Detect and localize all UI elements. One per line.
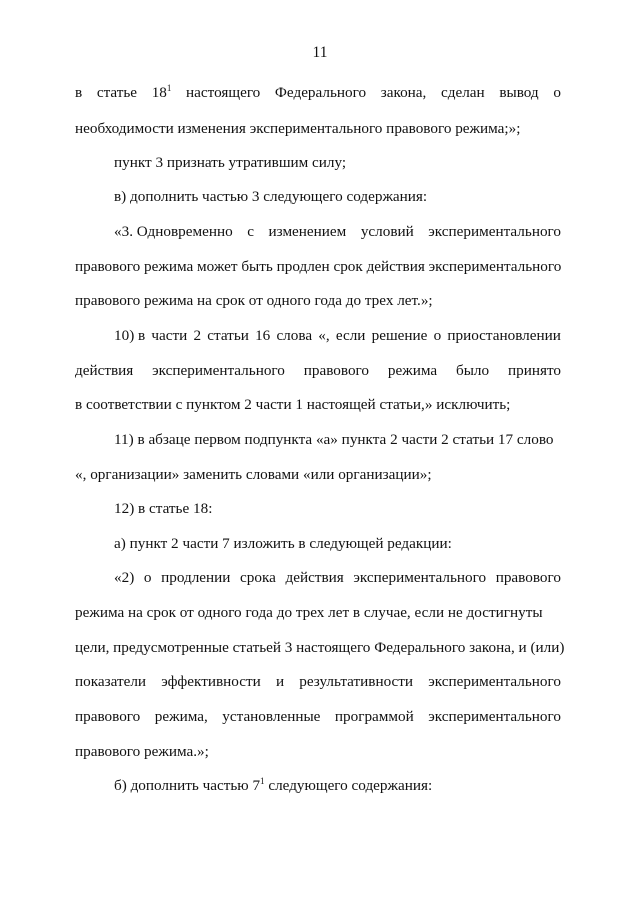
word: 2 xyxy=(193,327,202,344)
page-number: 11 xyxy=(312,44,328,61)
text-line: необходимости изменения экспериментального правового режима;»; xyxy=(75,120,521,137)
text-line xyxy=(75,672,561,692)
word: программой xyxy=(334,708,414,725)
word: о xyxy=(143,569,152,586)
word: «2) xyxy=(114,569,135,586)
word: срока xyxy=(240,569,276,586)
text-line xyxy=(114,776,561,796)
word: с xyxy=(247,223,254,240)
superscript: 1 xyxy=(260,776,265,786)
word: о xyxy=(553,84,561,101)
word: и xyxy=(275,673,285,690)
word: настоящего xyxy=(186,84,261,101)
word: правового xyxy=(303,362,369,379)
word: решение xyxy=(371,327,428,344)
text-line: режима на срок от одного года до трех лет в случае, если не достигнуты xyxy=(75,604,543,621)
superscript: 1 xyxy=(166,83,172,93)
text-line: 12) в статье 18: xyxy=(114,500,213,517)
word: показатели xyxy=(75,673,147,690)
word: вывод xyxy=(499,84,539,101)
word: принято xyxy=(507,362,561,379)
word: «, xyxy=(318,327,330,344)
text-line: в соответствии с пунктом 2 части 1 настоящей статьи,» исключить; xyxy=(75,396,511,413)
word: статье xyxy=(96,84,138,101)
word: экспериментального xyxy=(428,223,561,240)
word: слова xyxy=(276,327,313,344)
word: действия xyxy=(75,362,134,379)
word: если xyxy=(335,327,366,344)
word: условий xyxy=(360,223,414,240)
line-text: б) дополнить частью 7 xyxy=(114,777,261,794)
text-line xyxy=(75,83,561,103)
text-line: пункт 3 признать утратившим силу; xyxy=(114,154,347,171)
word: экспериментального xyxy=(152,362,285,379)
word: продлении xyxy=(161,569,231,586)
word: «3. Одновременно xyxy=(114,223,233,240)
text-line: в) дополнить частью 3 следующего содержания: xyxy=(114,188,428,205)
text-line: а) пункт 2 части 7 изложить в следующей редакции: xyxy=(114,535,452,552)
line-text: следующего содержания: xyxy=(264,777,433,794)
word: сделан xyxy=(441,84,485,101)
word: режима xyxy=(387,362,438,379)
word: части xyxy=(151,327,188,344)
text-line xyxy=(114,568,561,588)
text-line xyxy=(75,707,561,727)
text-line: правового режима на срок от одного года до трех лет.»; xyxy=(75,292,433,309)
text-line: «, организации» заменить словами «или организации»; xyxy=(75,466,432,483)
word: 10) в xyxy=(114,327,146,344)
text-line: правового режима может быть продлен срок действия экспериментального xyxy=(75,258,562,275)
word: Федерального xyxy=(274,84,367,101)
word: эффективности xyxy=(161,673,261,690)
word: установленные xyxy=(222,708,321,725)
text-line xyxy=(114,222,561,242)
word: экспериментального xyxy=(428,708,561,725)
word: действия xyxy=(285,569,344,586)
word: закона, xyxy=(380,84,427,101)
word: статьи xyxy=(207,327,249,344)
word: $18^1$ xyxy=(151,83,172,101)
word: правового xyxy=(495,569,561,586)
word: экспериментального xyxy=(428,673,561,690)
word: правового xyxy=(75,708,141,725)
word: результативности xyxy=(299,673,414,690)
word: о xyxy=(433,327,442,344)
text-line xyxy=(114,326,561,346)
text-line: цели, предусмотренные статьей 3 настоящего Федерального закона, и (или) xyxy=(75,639,565,656)
word: было xyxy=(455,362,490,379)
text-line xyxy=(75,361,561,381)
text-line: 11) в абзаце первом подпункта «а» пункта 2 части 2 статьи 17 слово xyxy=(114,431,554,448)
word: в xyxy=(75,84,83,101)
word: режима, xyxy=(154,708,208,725)
word: изменением xyxy=(268,223,347,240)
word: приостановлении xyxy=(447,327,561,344)
word: экспериментального xyxy=(353,569,487,586)
text-line: правового режима.»; xyxy=(75,743,209,760)
word: 16 xyxy=(255,327,271,344)
